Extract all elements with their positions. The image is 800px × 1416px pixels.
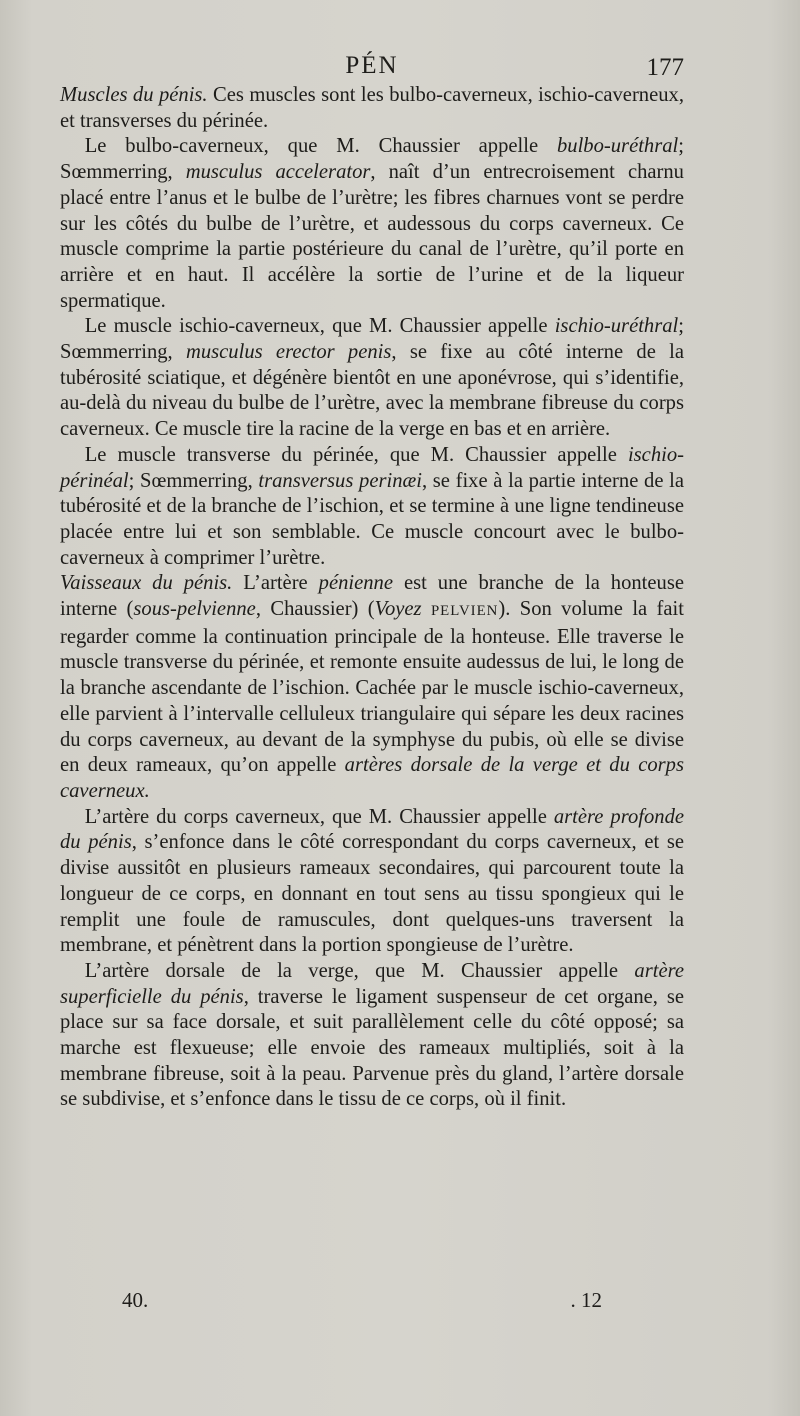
text-run: , se fixe à la partie interne de la tubérosité et de la branche de l’ischion, et se termine à une ligne tendineuse placée entre lui et son semblable. Ce muscle concourt avec le bulbo-caverneux à comprimer l’urètre. [60, 469, 684, 569]
paragraph [60, 134, 684, 314]
paragraph [60, 959, 684, 1113]
text-run: est une branche de la honteuse interne ( [60, 572, 684, 621]
signature-mark-left: 40. [122, 1288, 149, 1312]
text-run: L’artère dorsale de la verge, que M. Chaussier appelle [84, 959, 635, 982]
italic-run: sous-pelvienne [133, 598, 256, 621]
text-run: Le muscle transverse du périnée, que M. Chaussier appelle [84, 443, 628, 466]
italic-run: ischio-uréthral [554, 315, 679, 338]
page-number: 177 [646, 54, 684, 81]
italic-run: transversus perinæi [258, 469, 422, 492]
paragraph [60, 571, 684, 804]
paragraph [60, 443, 684, 572]
italic-run: Vaisseaux du pénis. [60, 572, 233, 595]
italic-run: artères dorsale de la verge et du corps caverneux. [60, 754, 684, 802]
footer-signatures [122, 1288, 602, 1318]
text-run: L’artère [232, 572, 319, 595]
text-run: ; Sœmmerring, [60, 315, 684, 364]
italic-run: Voyez [374, 598, 422, 621]
italic-run: musculus erector penis [185, 341, 392, 364]
italic-run: ischio-périnéal [60, 443, 684, 492]
italic-run: pénienne [318, 572, 393, 595]
text-run: ; Sœmmerring, [128, 469, 259, 492]
paragraph [60, 314, 684, 443]
italic-run: musculus accelerator [185, 161, 371, 184]
text-run: , naît d’un entrecroisement charnu placé entre l’anus et le bulbe de l’urètre; les fibres charnues vont se perdre sur les côtés du bulbe de l’urètre, et audessous du corps caverneux. Ce muscle comprime la partie postérieure du canal de l’urètre, qu’il porte en arrière et en haut. Il accélère la sortie de l’urine et de la liqueur spermatique. [60, 161, 684, 312]
text-run: ). Son volume la fait regarder comme la continuation principale de la honteuse. Elle traverse le muscle transverse du périnée, et remonte ensuite audessus de lui, le long de la branche ascendante de l’ischion. Cachée par le muscle ischio-caverneux, elle parvient à l’intervalle celluleux triangulaire qui sépare les deux racines du corps caverneux, au devant de la symphyse du pubis, où elle se divise en deux rameaux, qu’on appelle [60, 598, 684, 777]
italic-run: artère profonde du pénis [60, 805, 685, 854]
italic-run: bulbo-uréthral [556, 135, 679, 158]
text-run: , Chaussier) ( [255, 598, 375, 621]
paragraph [60, 83, 684, 134]
running-head-title: PÉN [345, 52, 399, 79]
paragraph [60, 805, 684, 959]
text-run: PELVIEN [430, 603, 499, 620]
body-text [60, 83, 684, 1113]
italic-run: Muscles du pénis. [60, 84, 208, 106]
text-run [422, 598, 431, 620]
text-run: L’artère du corps caverneux, que M. Chaussier appelle [84, 805, 554, 828]
text-run: ; Sœmmerring, [60, 135, 684, 184]
text-run: , se fixe au côté interne de la tubérosité sciatique, et dégénère bientôt en une aponévrose, qui s’identifie, au-delà du niveau du bulbe de l’urètre, avec la membrane fibreuse du corps caverneux. Ce muscle tire la racine de la verge en bas et en arrière. [60, 341, 684, 441]
signature-mark-right: . 12 [570, 1288, 602, 1312]
text-run: Le bulbo-caverneux, que M. Chaussier appelle [84, 135, 557, 158]
text-run: Le muscle ischio-caverneux, que M. Chaussier appelle [84, 315, 555, 338]
text-run: , s’enfonce dans le côté correspondant du corps caverneux, et se divise aussitôt en plusieurs rameaux secondaires, qui parcourent toute la longueur de ce corps, en donnant en tout sens au tissu spongieux qui le remplit une foule de ramuscules, dont quelques-uns traversent la membrane, et pénètrent dans la portion spongieuse de l’urètre. [60, 831, 684, 957]
italic-run: artère superficielle du pénis [60, 959, 684, 1008]
text-run: , traverse le ligament suspenseur de cet organe, se place sur sa face dorsale, et suit parallèlement celle du côté opposé; sa marche est flexueuse; elle envoie des rameaux multipliés, soit à la membrane fibreuse, soit à la peau. Parvenue près du gland, l’artère dorsale se subdivise, et s’enfonce dans le tissu de ce corps, où il finit. [60, 985, 684, 1111]
text-run: Ces muscles sont les bulbo-caverneux, ischio-caverneux, et transverses du périnée. [60, 84, 684, 132]
